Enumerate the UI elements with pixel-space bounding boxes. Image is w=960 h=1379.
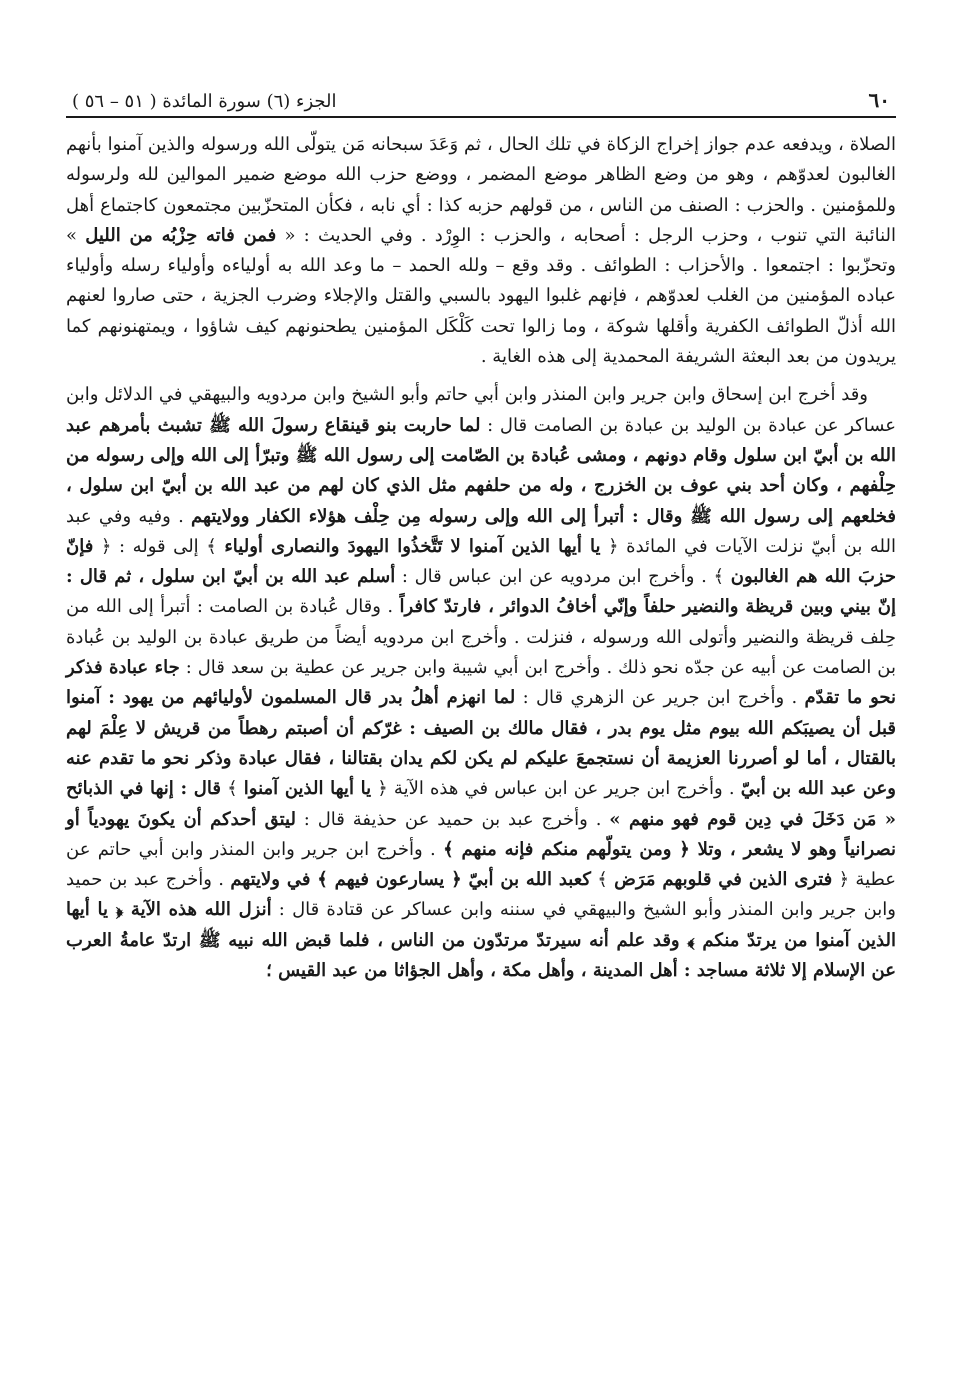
text-segment: . وأخرج ابن جرير عن الزهري قال : bbox=[515, 687, 805, 709]
book-page bbox=[66, 84, 896, 986]
running-head: الجزء (٦) سورة المائدة ( ٥١ – ٥٦ ) bbox=[72, 91, 337, 112]
quoted-text-segment: فترى الذين في قلوبهم مَرَض bbox=[614, 869, 833, 891]
quoted-text-segment: لما حاربت بنو قينقاع رسولَ الله ﷺ تشبث بأمرهم عبد الله بن أبيّ ابن سلول وقام دونهم ، ومشى عُبادة بن الصّامت إلى رسول الله ﷺ وتبرّأ إلى الله وإلى رسوله من حِلْفهم ، وكان أحد بني عوف بن الخزرج ، وله من حلفهم مثل الذي كان لهم من عبد الله بن أبيّ ابن سلول ، فخلعهم إلى رسول الله ﷺ وقال : أتبرأ إلى الله وإلى رسوله مِن حِلْف هؤلاء الكفار وولايتهم bbox=[66, 414, 896, 527]
text-segment: ﴾ إلى قوله : ﴿ bbox=[93, 535, 225, 557]
text-segment: » وتحزّبوا : اجتمعوا . والأحزاب : الطوائف . وقد وقع – ولله الحمد – ما وعد الله به أولياءه وأولياء رسله وأولياء عباده المؤمنين من الغلب لعدوّهم ، فإنهم غلبوا اليهود بالسبي والقتل والإجلاء وضرب الجزية ، حتى صاروا لعنهم الله أذلّ الطوائف الكفرية وأقلها شوكة ، وما زالوا تحت كَلْكَل المؤمنين يطحنونهم كيف شاؤوا ، ويمتهنونهم كما يريدون من بعد البعثة الشريفة المحمدية إلى هذه الغاية . bbox=[66, 224, 896, 368]
quoted-text-segment: يا أيها الذين آمنوا bbox=[243, 778, 372, 800]
quoted-text-segment: فمن فاته حِزْبُه من الليل bbox=[85, 224, 277, 246]
quoted-text-segment: فإنّ حزبَ الله هم الغالبون bbox=[66, 535, 897, 588]
quoted-text-segment: يا أيها الذين آمنوا لا تَتَّخذُوا اليهودَ والنصارى أولياء bbox=[224, 535, 601, 557]
quoted-text-segment: ليتق أحدكم أن يكونَ يهودياً أو نصرانياً وهو لا يشعر ، وتلا ﴿ ومن يتولّهم منكم فإنه منهم ﴾ bbox=[66, 808, 896, 860]
page-number: ٦٠ bbox=[868, 88, 890, 112]
text-segment: . وأخرج عبد بن حميد عن حذيفة قال : bbox=[295, 808, 610, 830]
text-segment: وقد أخرج ابن إسحاق وابن جرير وابن المنذر وابن أبي حاتم وأبو الشيخ وابن مردويه والبيهقي في الدلائل وابن عساكر عن عبادة بن الوليد بن عبادة بن الصامت قال : bbox=[66, 384, 897, 436]
text-segment: ﴾ bbox=[591, 869, 615, 891]
text-segment: ﴾ . وأخرج ابن مردويه عن ابن عباس قال : bbox=[395, 566, 731, 588]
quoted-text-segment: أسلم عبد الله بن أبيّ ابن سلول ، ثم قال : إنّ بيني وبين قريظة والنضير حلفاً وإنّي أخافُ الدوائر ، فارتدّ كافراً bbox=[66, 566, 896, 618]
paragraph-narrations bbox=[66, 380, 896, 986]
page-header bbox=[66, 84, 896, 118]
text-segment: . وأخرج ابن جرير وابن المنذر وابن أبي حاتم عن عطية ﴿ bbox=[66, 838, 897, 891]
text-segment: . وفيه وفي عبد الله بن أبيّ نزلت الآيات في المائدة ﴿ bbox=[66, 505, 896, 557]
paragraph-commentary bbox=[66, 130, 896, 372]
text-segment: الصلاة ، ويدفعه عدم جواز إخراج الزكاة في تلك الحال ، ثم وَعَدَ سبحانه مَن يتولّى الله ورسوله والذين آمنوا بأنهم الغالبون لعدوّهم ، وهو من وضع الظاهر موضع المضمر ، ووضع حزب الله موضع ضمير الموالين لله ولرسوله وللمؤمنين . والحزب : الصنف من الناس ، من قولهم حزبه كذا : أي نابه ، فكأن المتحزّبين مجتمعون كاجتماع أهل النائبة التي تنوب ، وحزب الرجل : أصحابه ، والحزب : الوِرْد . وفي الحديث : « bbox=[66, 134, 896, 246]
body-text bbox=[66, 130, 896, 986]
text-segment: . وقال عُبادة بن الصامت : أتبرأ إلى الله من حِلف قريظة والنضير وأتولى الله ورسوله ، فنزلت . وأخرج ابن مردويه أيضاً من طريق عبادة بن الوليد بن عُبادة بن الصامت عن أبيه عن جدّه نحو ذلك . وأخرج ابن أبي شيبة وابن جرير عن عطية بن سعد قال : bbox=[66, 596, 896, 679]
quoted-text-segment: قال : إنها في الذبائح « مَن دَخَلَ في دِين قوم فهو منهم » bbox=[66, 778, 896, 830]
quoted-text-segment: لما انهزم أهلُ بدر قال المسلمون لأوليائهم من يهود : آمنوا قبل أن يصيبَكم الله بيوم مثل يوم بدر ، فقال مالك بن الصيف : غرّكم أن أصبتم رهطاً من قريش لا عِلْمَ لهم بالقتال ، أما لو أصررنا العزيمة أن نستجمعَ عليكم لم يكن لكم يدان بقتالنا ، فقال عبادة وذكر نحو ما تقدم عنه وعن عبد الله بن أبيّ bbox=[66, 687, 896, 800]
quoted-text-segment: أنزل الله هذه الآية ﴿ يا أيها الذين آمنوا من يرتدّ منكم ﴾ وقد علم أنه سيرتدّ مرتدّون من الناس ، فلما قبض الله نبيه ﷺ ارتدّ عامةُ العرب عن الإسلام إلا ثلاثة مساجد : أهل المدينة ، وأهل مكة ، وأهل الجؤاثا من عبد القيس ؛ bbox=[66, 899, 896, 982]
quoted-text-segment: كعبد الله بن أبيّ ﴿ يسارعون فيهم ﴾ في ولايتهم bbox=[230, 869, 591, 891]
text-segment: . وأخرج عبد بن حميد وابن جرير وابن المنذر وأبو الشيخ والبيهقي في سننه وابن عساكر عن قتادة قال : bbox=[66, 869, 896, 921]
text-segment: ﴾ bbox=[220, 778, 244, 800]
text-segment: . وأخرج ابن جرير عن ابن عباس في هذه الآية ﴿ bbox=[371, 778, 741, 800]
quoted-text-segment: جاء عبادة فذكر نحو ما تقدّم bbox=[66, 657, 896, 709]
